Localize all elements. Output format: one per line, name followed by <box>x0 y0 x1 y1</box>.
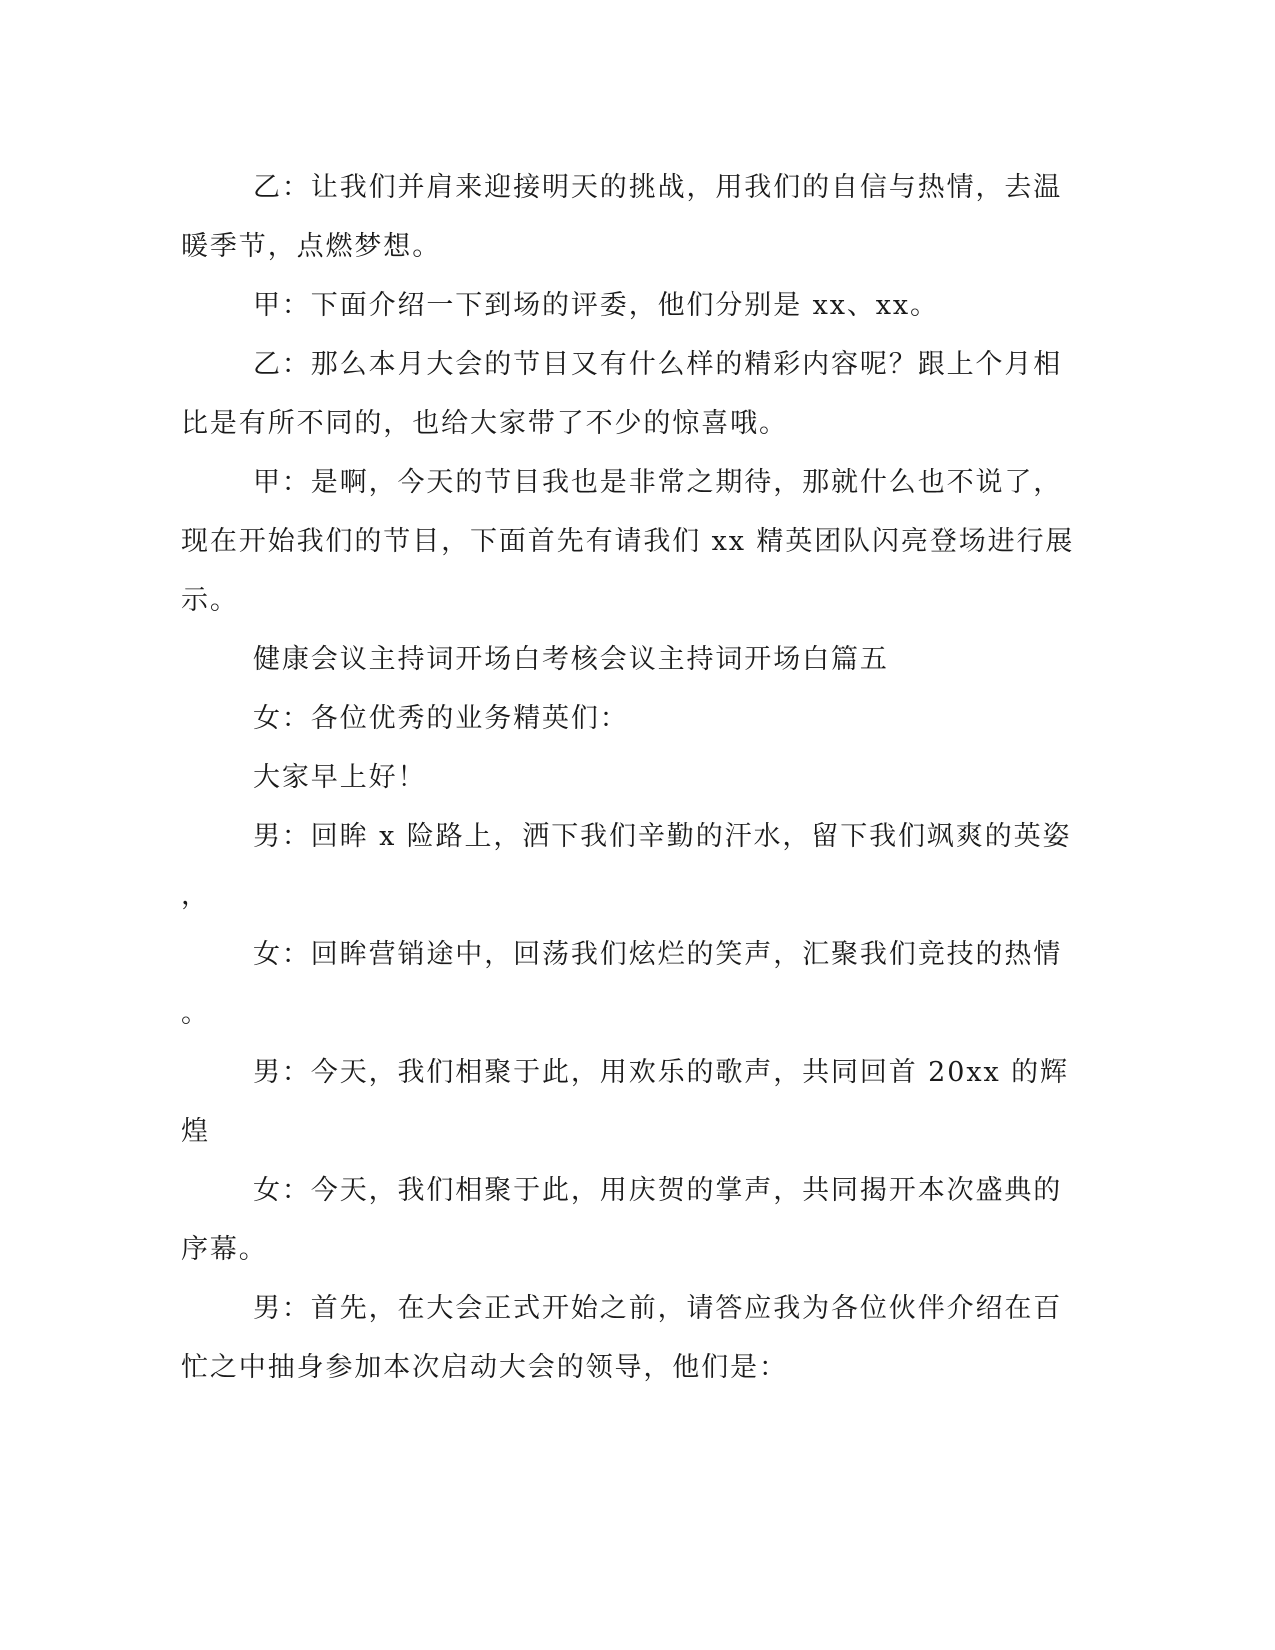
text-line: 女：各位优秀的业务精英们： <box>253 703 629 734</box>
section-heading: 健康会议主持词开场白考核会议主持词开场白篇五 <box>253 644 889 675</box>
text-line: 甲：是啊，今天的节目我也是非常之期待，那就什么也不说了， <box>253 467 1063 498</box>
text-line: 煌 <box>181 1116 210 1147</box>
text-line: 示。 <box>181 585 239 616</box>
document-body <box>181 158 1075 1397</box>
text-line: 女：今天，我们相聚于此，用庆贺的掌声，共同揭开本次盛典的 <box>253 1175 1063 1206</box>
text-line: 女：回眸营销途中，回荡我们炫烂的笑声，汇聚我们竞技的热情 <box>253 939 1063 970</box>
text-line: 乙：让我们并肩来迎接明天的挑战，用我们的自信与热情，去温 <box>253 172 1063 203</box>
text-line: ， <box>181 880 210 911</box>
text-line: 乙：那么本月大会的节目又有什么样的精彩内容呢？跟上个月相 <box>253 349 1063 380</box>
text-line: 现在开始我们的节目，下面首先有请我们 xx 精英团队闪亮登场进行展 <box>181 526 1075 557</box>
text-line: 忙之中抽身参加本次启动大会的领导，他们是： <box>181 1352 788 1383</box>
text-line: 男：今天，我们相聚于此，用欢乐的歌声，共同回首 20xx 的辉 <box>253 1057 1069 1088</box>
text-line: 男：首先，在大会正式开始之前，请答应我为各位伙伴介绍在百 <box>253 1293 1063 1324</box>
text-line: 甲：下面介绍一下到场的评委，他们分别是 xx、xx。 <box>253 290 939 321</box>
text-line: 大家早上好！ <box>253 762 427 793</box>
text-line: 比是有所不同的，也给大家带了不少的惊喜哦。 <box>181 408 788 439</box>
text-line: 。 <box>181 998 210 1029</box>
text-line: 序幕。 <box>181 1234 268 1265</box>
text-line: 男：回眸 x 险路上，洒下我们辛勤的汗水，留下我们飒爽的英姿 <box>253 821 1072 852</box>
text-line: 暖季节，点燃梦想。 <box>181 231 442 262</box>
